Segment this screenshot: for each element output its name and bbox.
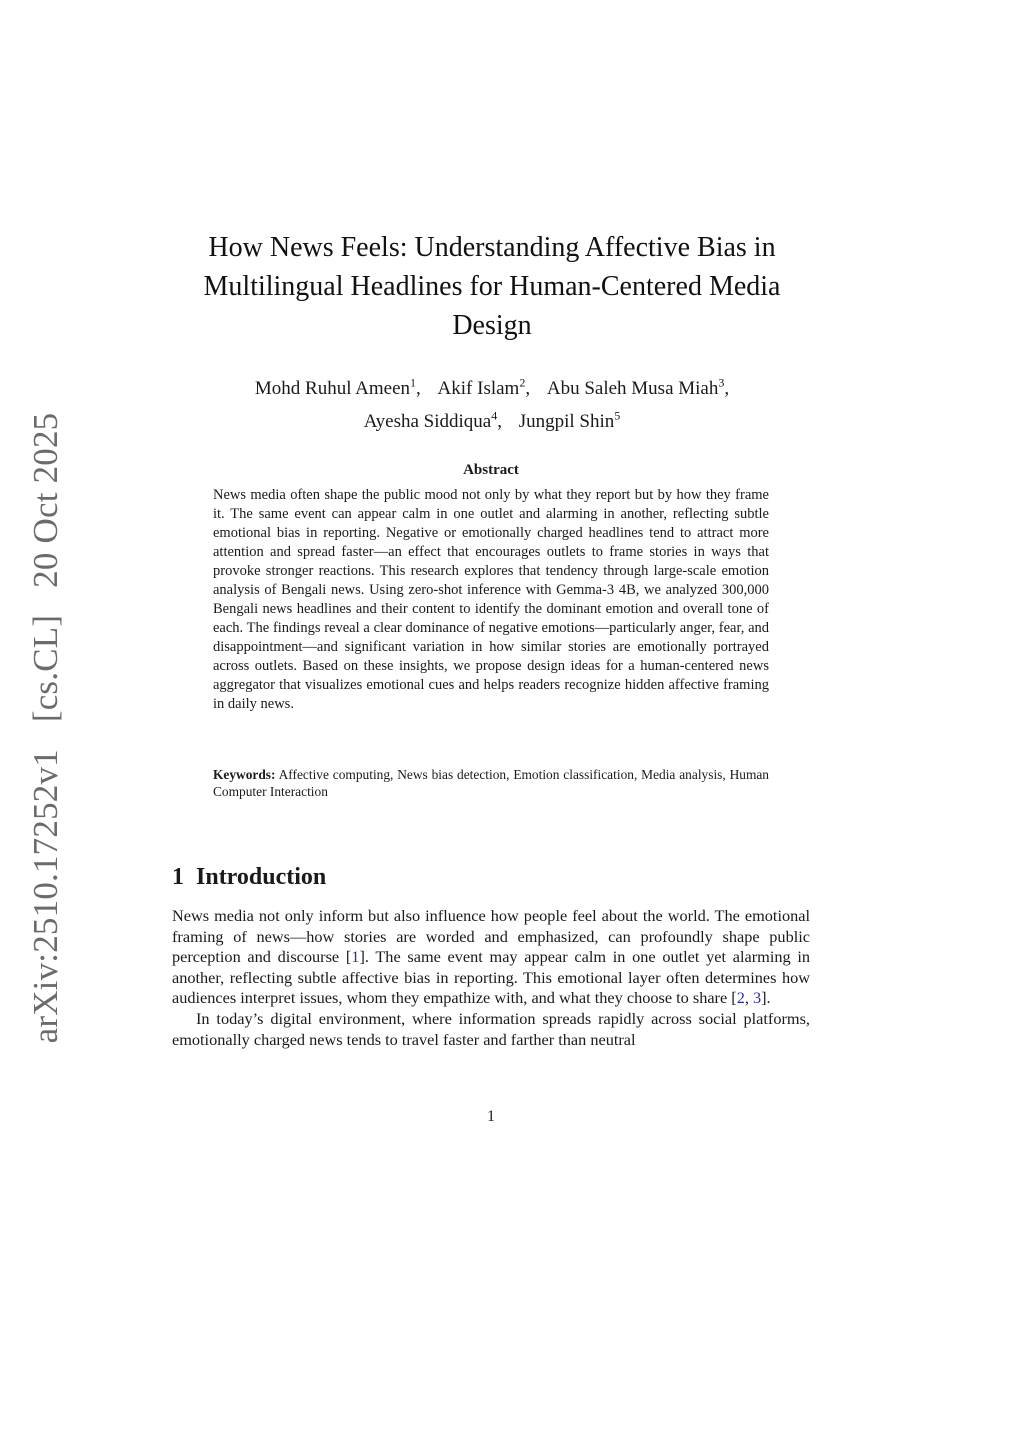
abstract-text: News media often shape the public mood not only by what they report but by how they frame it. The same event can appear calm in one outlet and alarming in another, reflecting subtle emotional bias in reporting. Negative or emotionally charged headlines tend to attract more attention and spread faster—an effect that encourages outlets to frame stories in ways that provoke stronger reactions. This research explores that tendency through large-scale emotion analysis of Bengali news. Using zero-shot inference with Gemma-3 4B, we analyzed 300,000 Bengali news headlines and their content to identify the dominant emotion and overall tone of each. The findings reveal a clear dominance of negative emotions—particularly anger, fear, and disappointment—and significant variation in how similar stories are emotionally portrayed across outlets. Based on these insights, we propose design ideas for a human-centered news aggregator that visualizes emotional cues and helps readers recognize hidden affective framing in daily news. xyxy=(213,487,769,712)
title-line: Multilingual Headlines for Human-Centered Media xyxy=(203,271,781,302)
author-list xyxy=(172,370,812,435)
keywords xyxy=(213,766,769,800)
author-2: Akif Islam$^2$, xyxy=(437,376,531,400)
author-3: Abu Saleh Musa Miah$^3$, xyxy=(546,376,730,400)
arxiv-date: 20 Oct 2025 xyxy=(26,412,65,588)
intro-paragraph-2: In today’s digital environment, where information spreads rapidly across social platforms, emotionally charged news tends to travel faster and farther than neutral xyxy=(172,1008,810,1049)
section-heading xyxy=(172,864,326,891)
arxiv-identifier-stamp xyxy=(26,404,66,1053)
section-number: 1 xyxy=(172,864,184,890)
citation-link[interactable]: 3 xyxy=(752,988,762,1008)
intro-paragraph-1: News media not only inform but also influence how people feel about the world. The emotional framing of news—how stories are worded and emphasized, can profoundly shape public perception and discourse [1]. The same event may appear calm in one outlet yet alarming in another, reflecting subtle affective bias in reporting. This emotional layer often determines how audiences interpret issues, whom they empathize with, and what they choose to share [2, 3]. xyxy=(172,906,811,1008)
author-4: Ayesha Siddiqua$^4$, xyxy=(363,408,502,432)
title-line: How News Feels: Understanding Affective Bias in xyxy=(208,232,776,263)
author-5: Jungpil Shin$^5$ xyxy=(518,408,621,432)
title-line: Design xyxy=(452,310,532,341)
keywords-label: Keywords: xyxy=(213,767,276,782)
author-1: Mohd Ruhul Ameen$^1$, xyxy=(254,376,421,400)
paper-title xyxy=(172,228,812,345)
abstract-heading: Abstract xyxy=(463,462,519,478)
citation-link[interactable]: 2 xyxy=(736,988,745,1008)
page-number: 1 xyxy=(487,1108,495,1125)
citation-link[interactable]: 1 xyxy=(351,947,360,967)
arxiv-id: arXiv:2510.17252v1 xyxy=(26,749,65,1044)
introduction-body xyxy=(172,906,810,1050)
section-title: Introduction xyxy=(196,864,327,890)
arxiv-category: [cs.CL] xyxy=(26,614,65,723)
keywords-text: Affective computing, News bias detection, Emotion classification, Media analysis, Human Computer Interaction xyxy=(213,767,769,799)
